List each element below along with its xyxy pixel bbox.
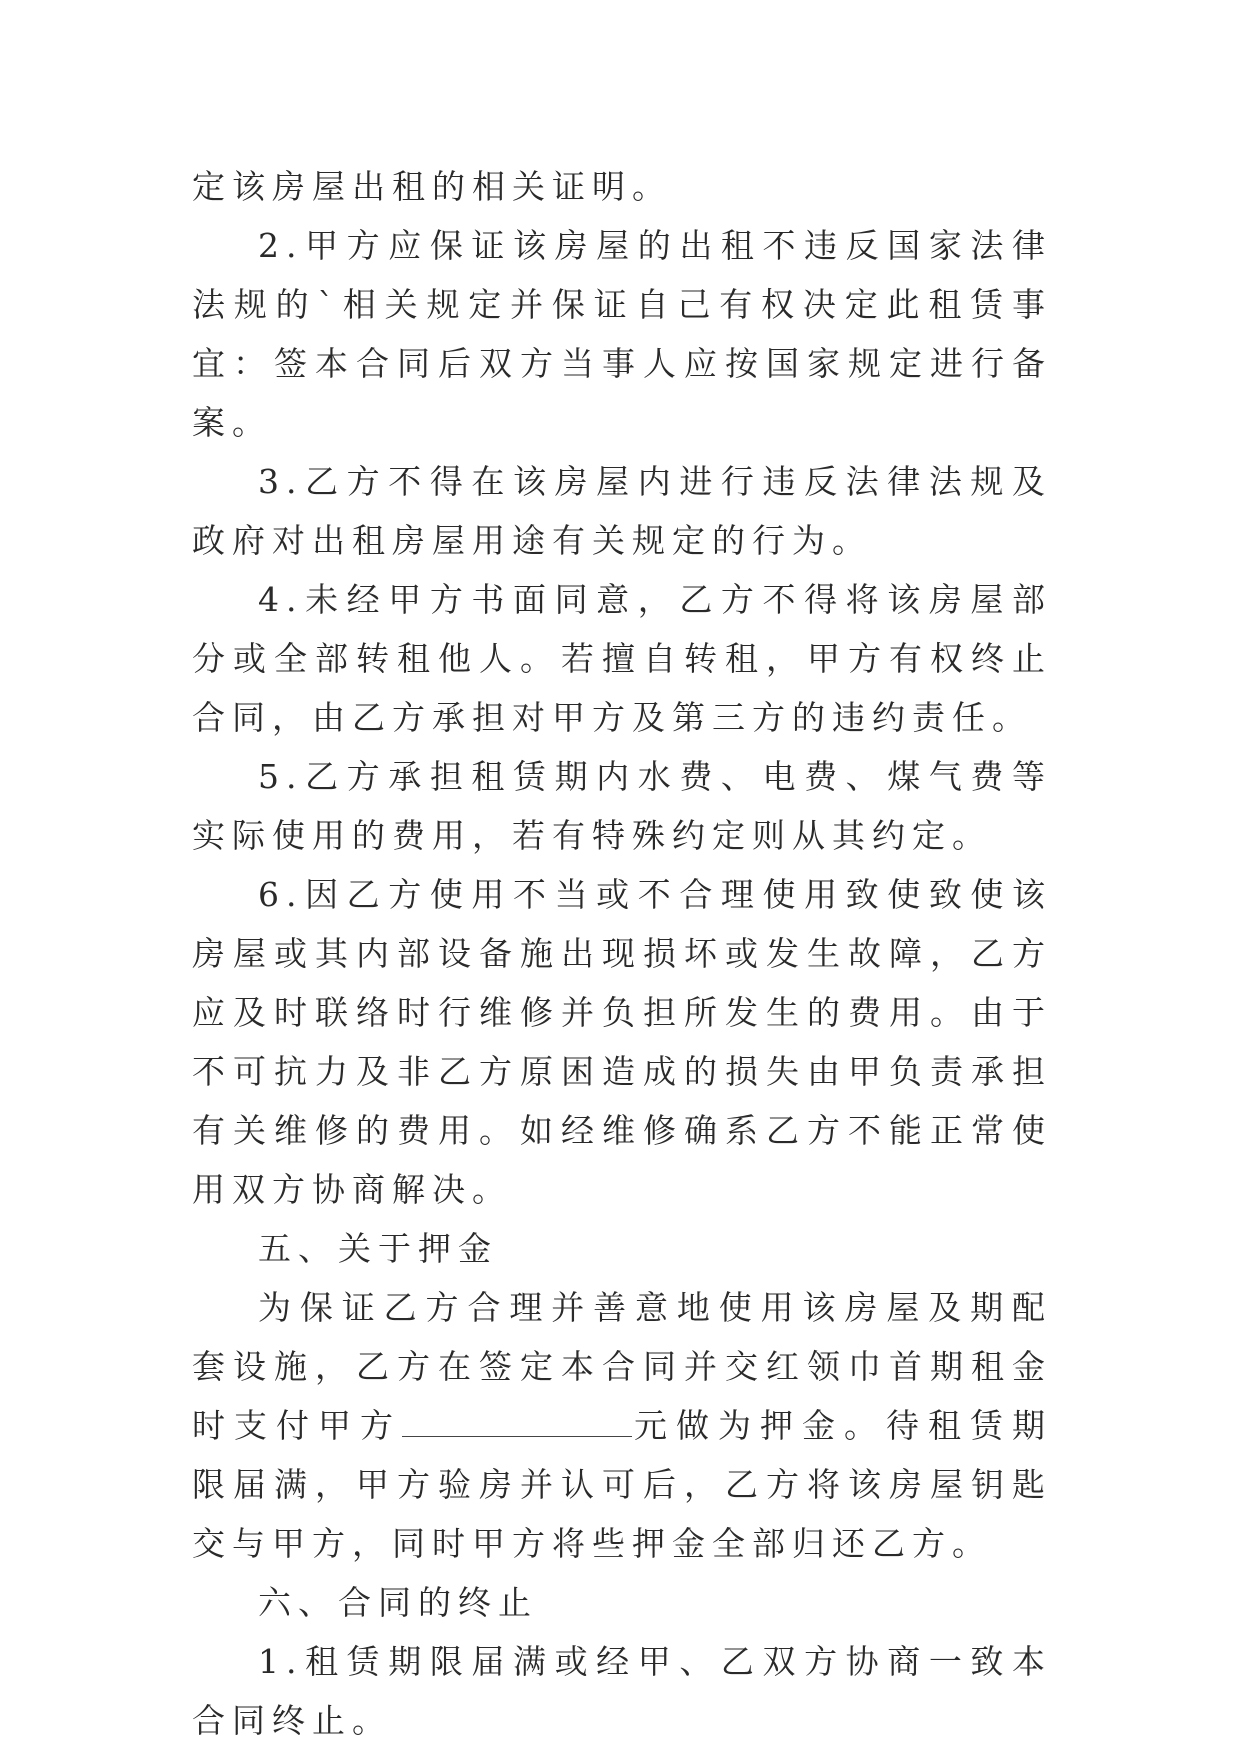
clause-4: 4.未经甲方书面同意，乙方不得将该房屋部分或全部转租他人。若擅自转租，甲方有权终止合同，由乙方承担对甲方及第三方的违约责任。	[192, 580, 1052, 737]
document-body	[192, 157, 1052, 1750]
clause-6: 6.因乙方使用不当或不合理使用致使致使该房屋或其内部设备施出现损坏或发生故障，乙方应及时联络时行维修并负担所发生的费用。由于不可抗力及非乙方原困造成的损失由甲负责承担有关维修的费用。如经维修确系乙方不能正常使用双方协商解决。	[192, 875, 1052, 1209]
deposit-text-part-1: 为保证乙方合理并善意地使用该房屋及期配套设施，乙方在签定本合同并交红领巾首期租金时支付甲方	[192, 1288, 1052, 1445]
paragraph-continuation: 定该房屋出租的相关证明。	[192, 167, 672, 206]
clause-2: 2.甲方应保证该房屋的出租不违反国家法律法规的`相关规定并保证自己有权决定此租赁事宜：签本合同后双方当事人应按国家规定进行备案。	[192, 226, 1052, 442]
clause-3: 3.乙方不得在该房屋内进行违反法律法规及政府对出租房屋用途有关规定的行为。	[192, 462, 1052, 560]
termination-clause-1: 1.租赁期限届满或经甲、乙双方协商一致本合同终止。	[192, 1642, 1052, 1740]
clause-5: 5.乙方承担租赁期内水费、电费、煤气费等实际使用的费用，若有特殊约定则从其约定。	[192, 757, 1052, 855]
section-heading-deposit: 五、关于押金	[258, 1229, 498, 1268]
section-heading-termination: 六、合同的终止	[258, 1583, 538, 1622]
deposit-text-part-2: 元做为押金。待租赁期限届满，甲方验房并认可后，乙方将该房屋钥匙交与甲方，同时甲方将些押金全部归还乙方。	[192, 1406, 1052, 1563]
deposit-paragraph	[192, 1278, 1052, 1573]
deposit-amount-blank	[402, 1406, 632, 1437]
